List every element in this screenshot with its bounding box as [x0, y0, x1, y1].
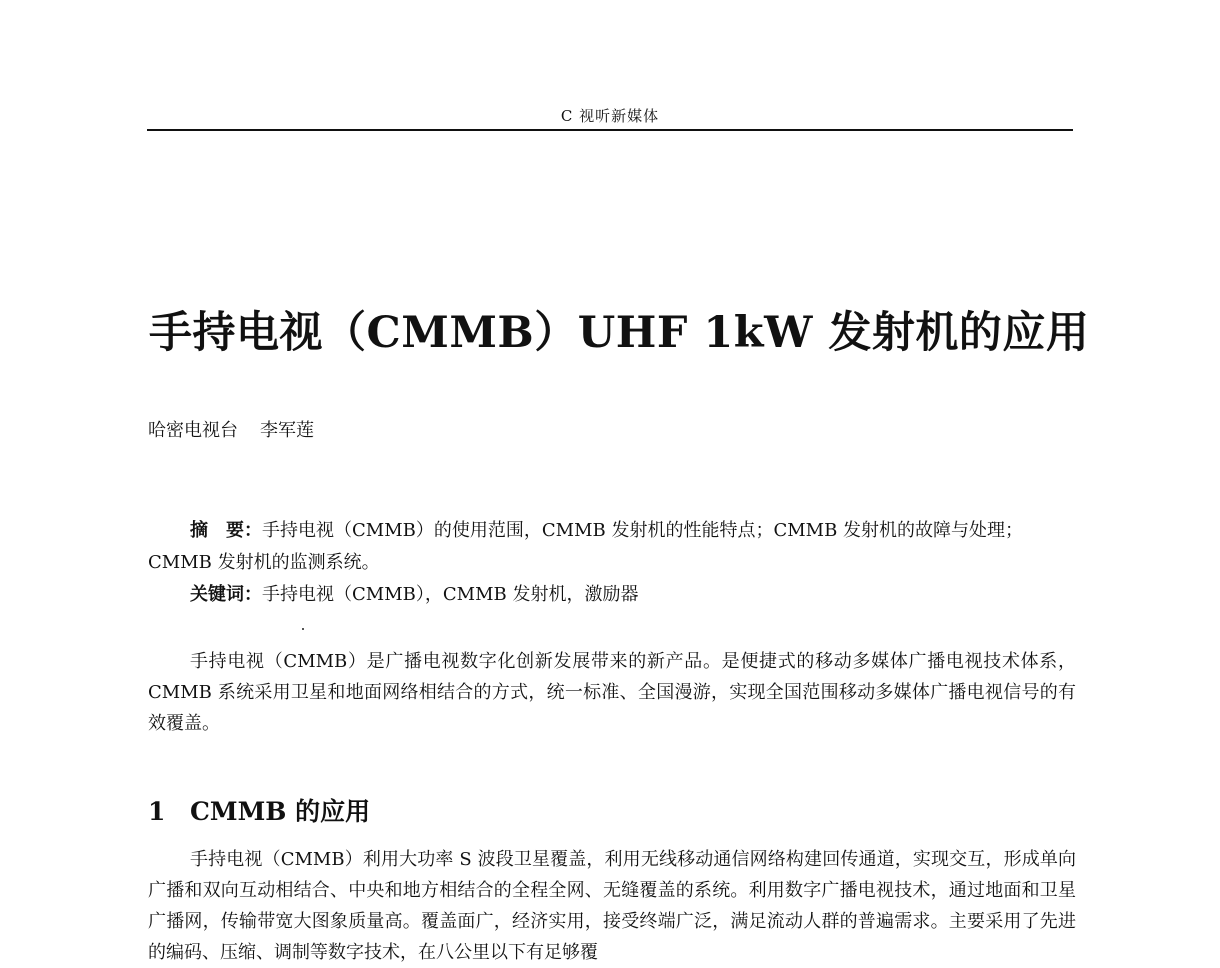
byline — [148, 416, 314, 442]
abstract-text: 手持电视（CMMB）的使用范围，CMMB 发射机的性能特点；CMMB 发射机的故障与处理；CMMB 发射机的监测系统。 — [148, 520, 1024, 573]
author-name: 李军莲 — [260, 420, 314, 441]
abstract — [148, 515, 1076, 579]
section-heading — [148, 792, 370, 828]
abstract-label: 摘 要： — [190, 520, 262, 541]
running-head: C 视听新媒体 — [560, 107, 660, 125]
header-rule — [147, 129, 1073, 131]
section-body: 手持电视（CMMB）利用大功率 S 波段卫星覆盖，利用无线移动通信网络构建回传通道，实现交互，形成单向广播和双向互动相结合、中央和地方相结合的全程全网、无缝覆盖的系统。利用数字广播电视技术，通过地面和卫星广播网，传输带宽大图象质量高。覆盖面广，经济实用，接受终端广泛，满足流动人群的普遍需求。主要采用了先进的编码、压缩、调制等数字技术，在八公里以下有足够覆 — [148, 849, 1076, 963]
keywords-text: 手持电视（CMMB），CMMB 发射机，激励器 — [262, 584, 639, 605]
keywords-label: 关键词： — [190, 584, 262, 605]
intro-paragraph: 手持电视（CMMB）是广播电视数字化创新发展带来的新产品。是便捷式的移动多媒体广播电视技术体系，CMMB 系统采用卫星和地面网络相结合的方式，统一标准、全国漫游，实现全国范围移动多媒体广播电视信号的有效覆盖。 — [148, 651, 1076, 734]
section-title: CMMB 的应用 — [190, 797, 371, 826]
article-title: 手持电视（CMMB）UHF 1kW 发射机的应用 — [149, 308, 1090, 358]
section-number: 1 — [148, 797, 166, 826]
stray-mark — [302, 628, 304, 630]
keywords — [190, 579, 1070, 611]
author-affiliation: 哈密电视台 — [148, 420, 238, 441]
